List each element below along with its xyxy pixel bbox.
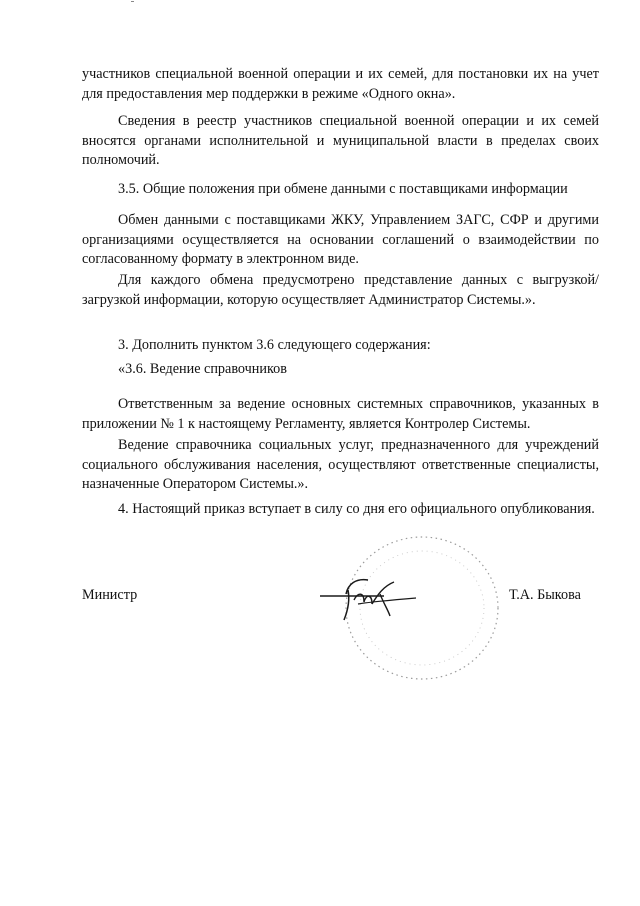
paragraph-system-references: Ответственным за ведение основных системных справочников, указанных в приложении № 1 к настоящему Регламенту, является Контролер Системы. <box>82 396 599 432</box>
signatory-position: Министр <box>82 587 138 603</box>
item-4-text: 4. Настоящий приказ вступает в силу со дня его официального опубликования. <box>118 501 595 517</box>
paragraph-exchange-administrator: Для каждого обмена предусмотрено представление данных с выгрузкой/загрузкой информации, которую осуществляет Администратор Системы.». <box>82 272 599 308</box>
scan-mark <box>131 1 134 2</box>
section-3-5-heading: 3.5. Общие положения при обмене данными с поставщиками информации <box>118 181 568 197</box>
paragraph-data-exchange: Обмен данными с поставщиками ЖКУ, Управлением ЗАГС, СФР и другими организациями осуществляется на основании соглашений о взаимодействии по согласованному формату в электронном виде. <box>82 212 599 267</box>
section-3-6-heading: «3.6. Ведение справочников <box>118 361 287 377</box>
handwritten-signature <box>318 576 418 622</box>
paragraph-social-services-reference: Ведение справочника социальных услуг, предназначенного для учреждений социального обслуживания населения, осуществляют ответственные специалисты, назначенные Оператором Системы.». <box>82 437 599 492</box>
signatory-name: Т.А. Быкова <box>509 587 581 603</box>
paragraph-registry-data: Сведения в реестр участников специальной военной операции и их семей вносятся органами исполнительной и муниципальной власти в пределах своих полномочий. <box>82 113 599 168</box>
paragraph-participants-registration: участников специальной военной операции и их семей, для постановки их на учет для предоставления мер поддержки в режиме «Одного окна». <box>82 66 599 102</box>
item-3-text: 3. Дополнить пунктом 3.6 следующего содержания: <box>118 337 431 353</box>
